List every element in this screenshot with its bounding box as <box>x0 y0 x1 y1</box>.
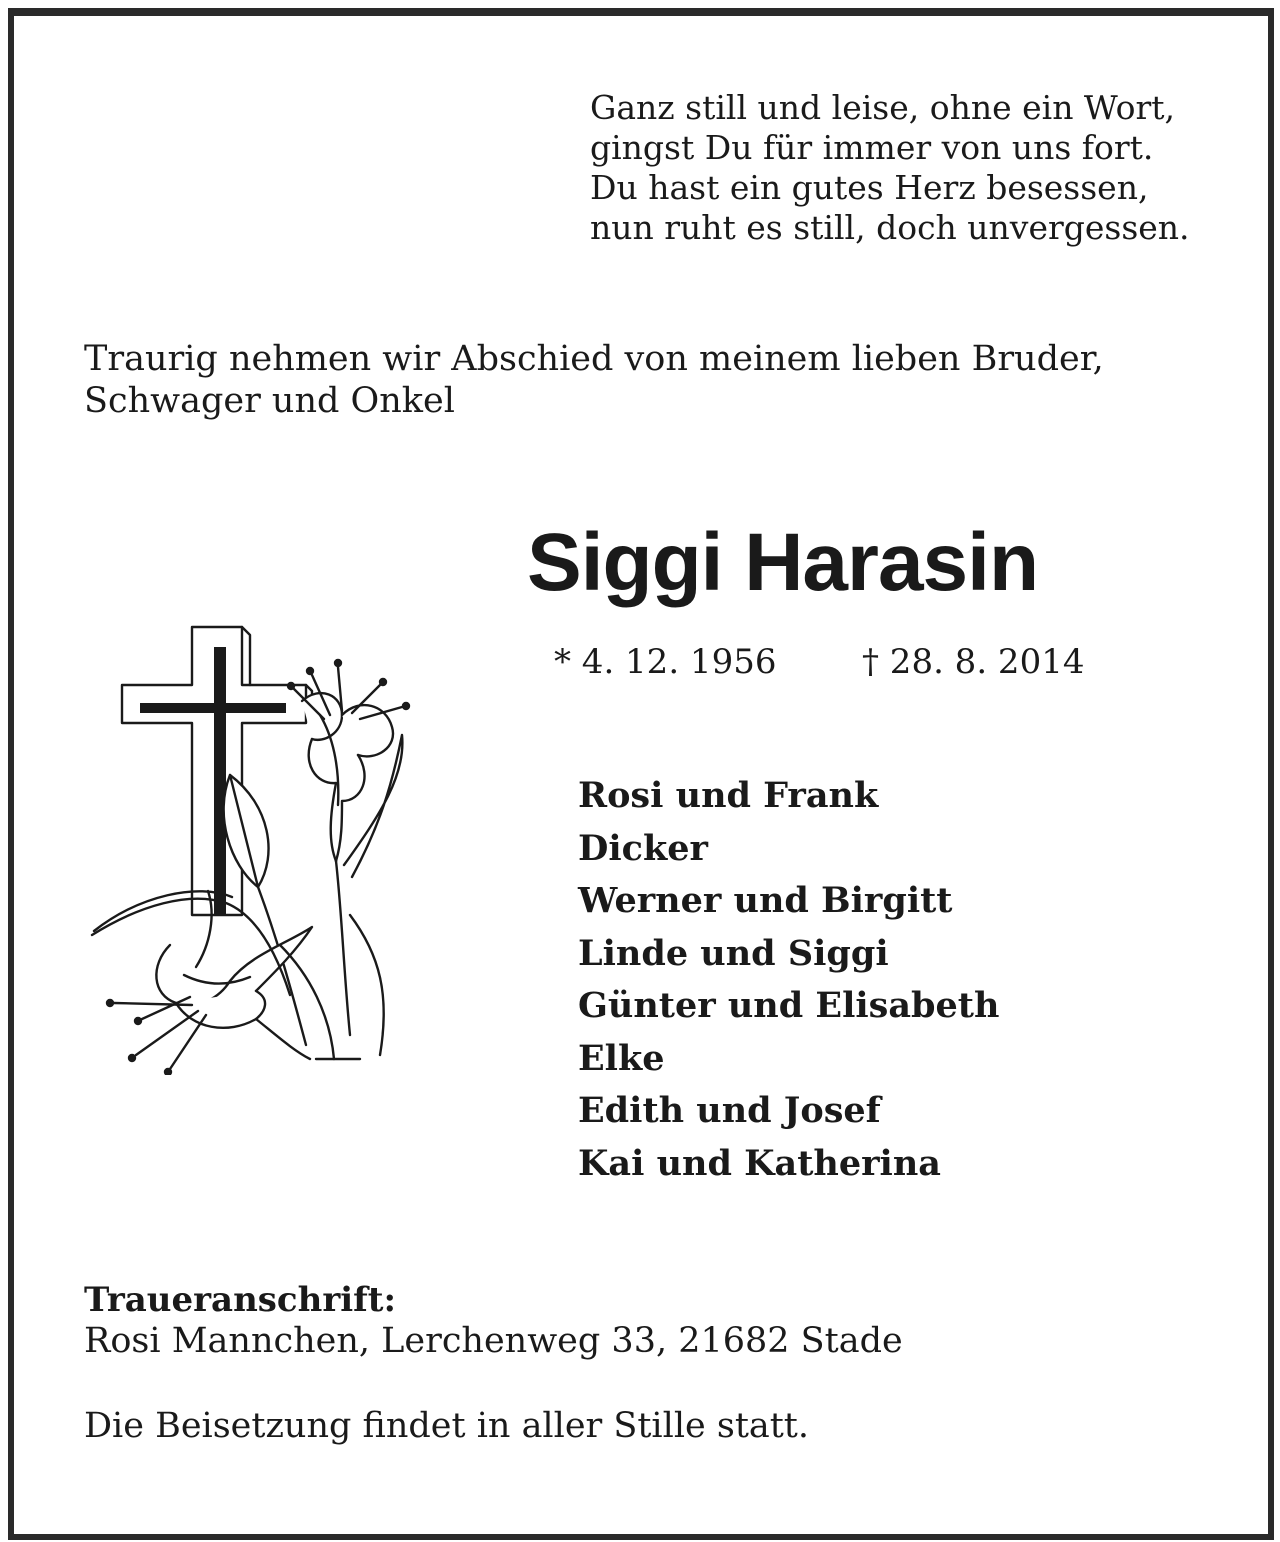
verse-line: nun ruht es still, doch unvergessen. <box>590 208 1190 247</box>
mourner-entry: Kai und Katherina <box>578 1142 941 1184</box>
verse-line: Ganz still und leise, ohne ein Wort, <box>590 88 1176 127</box>
mourner-entry: Günter und Elisabeth <box>578 985 1000 1026</box>
mourner-entry: Werner und Birgitt <box>578 880 953 921</box>
memorial-verse <box>590 88 1190 248</box>
mourner-entry: Rosi und Frank <box>578 775 879 816</box>
intro-line: Schwager und Onkel <box>84 381 455 421</box>
mourner-entry: Edith und Josef <box>578 1090 881 1131</box>
death-date: † 28. 8. 2014 <box>862 642 1085 682</box>
address-label: Traueranschrift: <box>84 1280 397 1320</box>
intro-line: Traurig nehmen wir Abschied von meinem lieben Bruder, <box>84 339 1104 379</box>
mourners-list <box>578 770 999 1190</box>
burial-notice: Die Beisetzung findet in aller Stille statt. <box>84 1406 810 1446</box>
verse-line: Du hast ein gutes Herz besessen, <box>590 168 1149 207</box>
deceased-name: Siggi Harasin <box>527 517 1039 608</box>
farewell-intro <box>84 338 1104 422</box>
mourner-entry: Dicker <box>578 827 708 869</box>
mourning-address: Rosi Mannchen, Lerchenweg 33, 21682 Stade <box>84 1321 903 1361</box>
cross-with-lilies-icon <box>80 615 440 1075</box>
mourner-entry: Linde und Siggi <box>578 932 889 974</box>
birth-date: * 4. 12. 1956 <box>554 642 777 682</box>
verse-line: gingst Du für immer von uns fort. <box>590 128 1154 167</box>
mourner-entry: Elke <box>578 1037 665 1079</box>
